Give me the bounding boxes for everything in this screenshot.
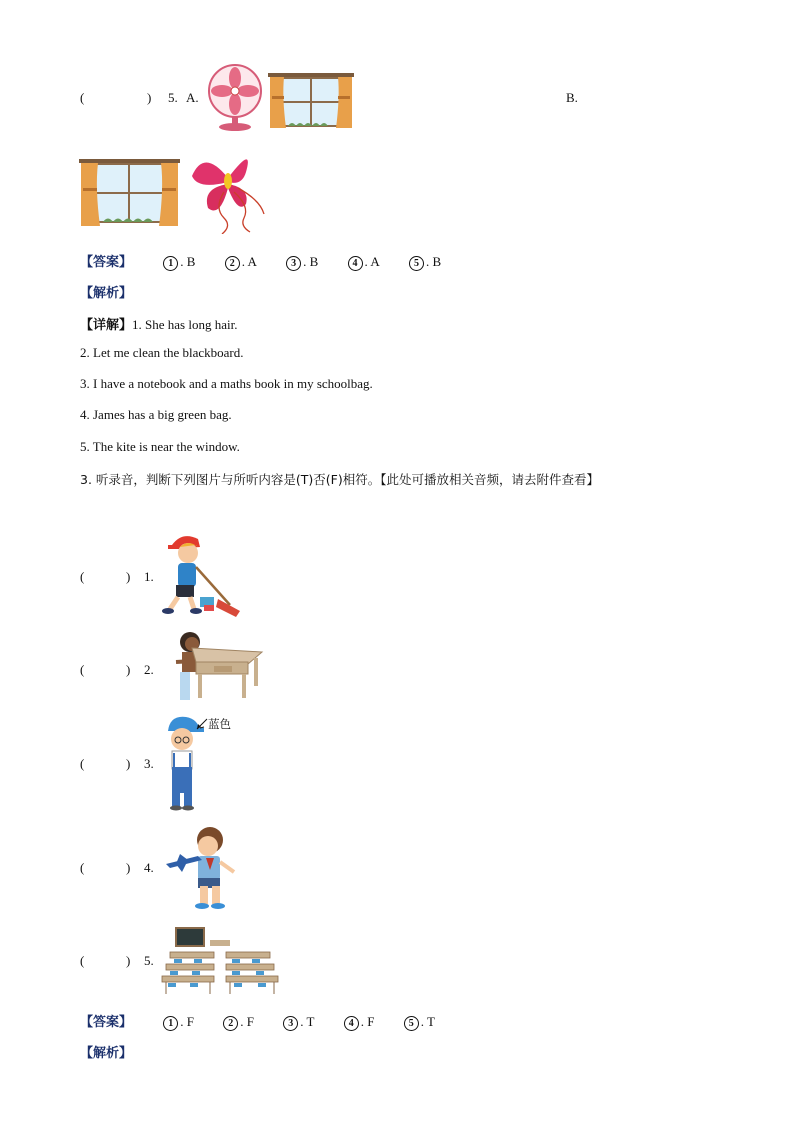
analysis-line-3: 3. I have a notebook and a maths book in my schoolbag. [80,376,373,391]
answer-item [404,1014,435,1031]
item-paren-close: ) [126,756,131,771]
answer-value: . B [425,254,442,269]
answer-row-1 [80,251,467,271]
item-paren-close: ) [126,569,131,584]
answer-value: . F [240,1014,254,1029]
answer-value: . T [300,1014,315,1029]
circled-number: 1 [163,256,178,271]
answer-value: . A [364,254,380,269]
answer-item [163,254,195,271]
girl-desk-picture [170,630,266,702]
answer-row-2 [80,1011,461,1031]
window-picture-b [79,158,180,228]
circled-number: 3 [283,1016,298,1031]
item-paren-open: ( [80,662,85,677]
analysis-label-2: 【解析】 [80,1045,133,1060]
cap-color-label: 蓝色 [208,717,231,731]
circled-number: 5 [404,1016,419,1031]
arrow-icon [196,717,208,731]
item-paren-open: ( [80,569,85,584]
analysis-line-1 [80,314,237,333]
circled-number: 5 [409,256,424,271]
circled-number: 4 [348,256,363,271]
answer-item [286,254,318,271]
analysis-line-5: 5. The kite is near the window. [80,439,240,454]
item-paren-open: ( [80,860,85,875]
item-paren-close: ) [126,860,131,875]
answer-item [163,1014,194,1031]
answer-value: . B [180,254,196,269]
q5-number: 5. [168,90,178,105]
item-number: 2. [144,662,154,677]
answer-value: . F [360,1014,375,1029]
item-number: 1. [144,569,154,584]
answer-label: 【答案】 [80,254,133,269]
q5-option-a: A. [186,90,199,105]
classroom-picture [160,926,280,996]
answer-item [344,1014,375,1031]
analysis-label: 【解析】 [80,285,133,300]
answer-item [409,254,441,271]
answer-item [348,254,380,271]
q5-paren-open: ( [80,90,85,105]
answer-item [223,1014,254,1031]
item-paren-open: ( [80,953,85,968]
item-number: 4. [144,860,154,875]
circled-number: 1 [163,1016,178,1031]
boy-plane-picture [162,824,240,912]
q5-option-b: B. [566,90,578,105]
question-3-title: 3. 听录音，判断下列图片与所听内容是(T)否(F)相符。【此处可播放相关音频，请去附件查看】 [80,472,599,487]
answer-item [283,1014,314,1031]
circled-number: 4 [344,1016,359,1031]
analysis-line-2: 2. Let me clean the blackboard. [80,345,244,360]
analysis-text: 1. She has long hair. [132,317,238,332]
answer-value: . B [303,254,319,269]
answer-item [225,254,257,271]
boy-sweeping-picture [160,531,244,617]
circled-number: 3 [286,256,301,271]
item-paren-close: ) [126,953,131,968]
answer-value: . F [180,1014,194,1029]
detail-label: 【详解】 [80,317,133,332]
circled-number: 2 [225,256,240,271]
fan-picture [206,64,264,132]
item-paren-open: ( [80,756,85,771]
analysis-line-4: 4. James has a big green bag. [80,407,232,422]
window-picture-a [268,72,354,130]
circled-number: 2 [223,1016,238,1031]
item-number: 5. [144,953,154,968]
kite-picture [184,148,270,234]
q5-paren-close: ) [147,90,152,105]
answer-label: 【答案】 [80,1014,133,1029]
item-number: 3. [144,756,154,771]
answer-value: . T [420,1014,435,1029]
answer-value: . A [241,254,257,269]
item-paren-close: ) [126,662,131,677]
